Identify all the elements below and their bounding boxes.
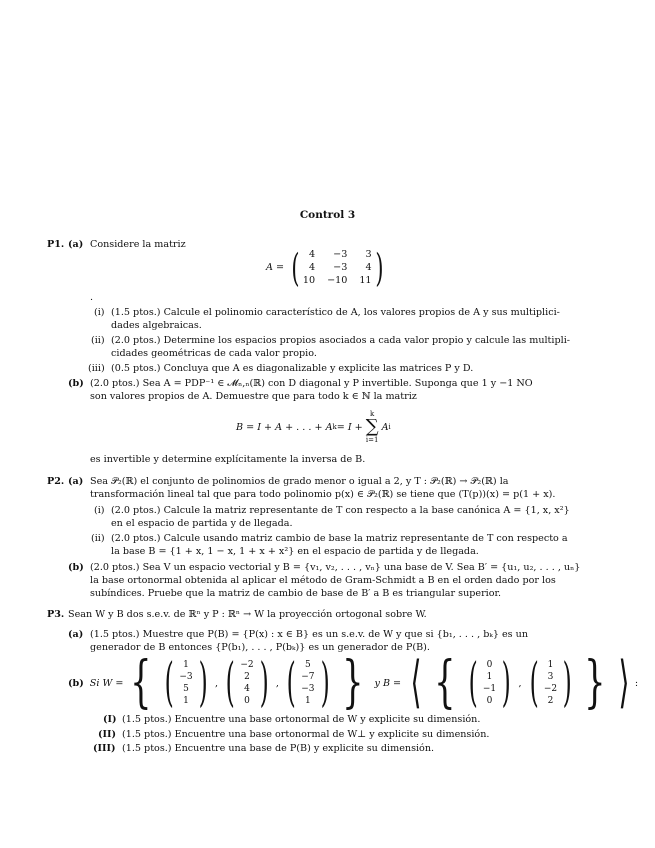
left-paren: ( xyxy=(291,245,300,290)
p1-a-intro: Considere la matriz xyxy=(90,239,186,250)
p3-b-statement xyxy=(68,650,639,715)
p1-a-label: (a) xyxy=(68,239,84,250)
vector-entry: 1 xyxy=(183,660,189,670)
vector-separator: , xyxy=(214,677,219,689)
vector-entry: 5 xyxy=(183,684,189,694)
vector-right-paren: ) xyxy=(501,653,511,713)
right-angle: ⟩ xyxy=(618,650,630,715)
p3-II-text: (1.5 ptos.) Encuentre una base ortonormal de W⊥ y explicite su dimensión. xyxy=(122,729,490,740)
vector-entry: 2 xyxy=(547,696,554,706)
right-brace-2: } xyxy=(584,650,606,715)
vector-left-paren: ( xyxy=(286,653,296,713)
p3-b-end: : xyxy=(634,677,639,689)
p1-iii-label: (iii) xyxy=(88,363,105,374)
vector-right-paren: ) xyxy=(198,653,208,713)
p1-ii-line2: cidades geométricas de cada valor propio. xyxy=(111,348,317,359)
p3-b-y: y B = xyxy=(374,677,402,689)
p1-b-label: (b) xyxy=(68,378,84,389)
p3-a-line1: (1.5 ptos.) Muestre que P(B) = {P(x) : x ∈ B} es un s.e.v. de W y que si {b₁, . . . , bₖ} es un xyxy=(90,629,528,640)
vector-right-paren: ) xyxy=(259,653,269,713)
vector-entries xyxy=(179,659,192,707)
p2-ii-label: (ii) xyxy=(91,533,105,544)
left-brace: { xyxy=(130,650,152,715)
vector-right-paren: ) xyxy=(562,653,572,713)
vector-entry: 2 xyxy=(244,672,250,682)
vector-entry: −2 xyxy=(240,660,254,670)
vector-entries xyxy=(483,659,496,707)
B-vectors xyxy=(463,653,578,713)
matrix-entry: −3 xyxy=(333,262,348,273)
vector-entry: 4 xyxy=(244,684,250,694)
vector-entry: −3 xyxy=(301,684,315,694)
column-vector xyxy=(524,653,578,713)
summation xyxy=(366,410,379,444)
p2-i-label: (i) xyxy=(94,505,105,516)
p1-b-line2: son valores propios de A. Demuestre que para todo k ∈ ℕ la matriz xyxy=(90,391,417,402)
page-title: Control 3 xyxy=(299,209,356,221)
p2-i-line1: (2.0 ptos.) Calcule la matriz representante de T con respecto a la base canónica A = {1, x, x²} xyxy=(111,505,570,516)
problem-3-label: P3. xyxy=(47,609,65,620)
column-vector xyxy=(463,653,517,713)
p2-b-line3: subíndices. Pruebe que la matriz de cambio de base de B′ a B es triangular superior. xyxy=(90,588,502,599)
vector-entry: −3 xyxy=(179,672,193,682)
p1-ii-line1: (2.0 ptos.) Determine los espacios propios asociados a cada valor propio y calcule las multipli- xyxy=(111,335,571,346)
vector-entries xyxy=(301,659,314,707)
vector-entry: −7 xyxy=(301,672,315,682)
problem-2-label: P2. xyxy=(47,476,65,487)
p2-a-line1: Sea 𝒫₂(ℝ) el conjunto de polinomios de grado menor o igual a 2, y T : 𝒫₂(ℝ) → 𝒫₂(ℝ) la xyxy=(90,476,509,487)
vector-entry: 0 xyxy=(486,696,493,706)
p1-i-line2: dades algebraicas. xyxy=(111,320,202,331)
p3-intro: Sean W y B dos s.e.v. de ℝⁿ y P : ℝⁿ → W la proyección ortogonal sobre W. xyxy=(68,609,427,620)
p3-b-si: Si W = xyxy=(89,677,124,689)
p2-b-line1: (2.0 ptos.) Sea V un espacio vectorial y B = {v₁, v₂, . . . , vₙ} una base de V. Sea B′ = {u₁, u₂, . . . , uₙ} xyxy=(90,562,581,573)
column-vector xyxy=(220,653,274,713)
p1-ii-label: (ii) xyxy=(91,335,105,346)
left-angle: ⟨ xyxy=(410,650,422,715)
left-brace-2: { xyxy=(434,650,456,715)
vector-entry: 0 xyxy=(244,696,250,706)
p1-i-label: (i) xyxy=(94,307,105,318)
matrix-A xyxy=(266,245,386,290)
vector-entry: 1 xyxy=(486,672,493,682)
p1-b-line1: (2.0 ptos.) Sea A = PDP⁻¹ ∈ 𝓜ₙ,ₙ(ℝ) con D diagonal y P invertible. Suponga que 1 y −1 NO xyxy=(90,378,533,389)
p2-ii-line1: (2.0 ptos.) Calcule usando matriz cambio de base la matriz representante de T con respecto a xyxy=(111,533,568,544)
column-vector xyxy=(281,653,335,713)
p2-ii-line2: la base B = {1 + x, 1 − x, 1 + x + x²} en el espacio de partida y de llegada. xyxy=(111,546,479,557)
p1-iii-line1: (0.5 ptos.) Concluya que A es diagonalizable y explicite las matrices P y D. xyxy=(111,363,474,374)
p3-III-text: (1.5 ptos.) Encuentre una base de P(B) y explicite su dimensión. xyxy=(122,743,435,754)
vector-right-paren: ) xyxy=(320,653,330,713)
vector-entry: 1 xyxy=(305,696,311,706)
matrix-entries xyxy=(303,248,372,287)
matrix-lhs: A = xyxy=(266,262,285,273)
p1-i-line1: (1.5 ptos.) Calcule el polinomio característico de A, los valores propios de A y sus multiplici- xyxy=(111,307,560,318)
vector-entry: 0 xyxy=(486,660,493,670)
matrix-entry: 10 xyxy=(302,275,316,286)
p1-b-line3: es invertible y determine explícitamente la inversa de B. xyxy=(90,454,366,465)
p3-I-label: (I) xyxy=(103,714,117,725)
p3-b-label: (b) xyxy=(68,677,84,689)
sum-top: k xyxy=(370,410,375,418)
vector-entry: 1 xyxy=(547,660,554,670)
matrix-entry: 4 xyxy=(308,249,316,260)
vector-entry: −1 xyxy=(482,684,497,694)
vector-entries xyxy=(544,659,557,707)
vector-left-paren: ( xyxy=(225,653,235,713)
p2-b-line2: la base ortonormal obtenida al aplicar el método de Gram-Schmidt a B en el orden dado por los xyxy=(90,575,556,586)
vector-separator: , xyxy=(518,677,522,689)
W-vectors xyxy=(159,653,335,713)
p2-i-line2: en el espacio de partida y de llegada. xyxy=(111,518,293,529)
p3-II-label: (II) xyxy=(98,729,117,740)
vector-entry: −2 xyxy=(543,684,558,694)
matrix-entry: 4 xyxy=(365,262,372,273)
p2-a-line2: transformación lineal tal que para todo polinomio p(x) ∈ 𝒫₂(ℝ) se tiene que (T(p))(x) = p(1 + x). xyxy=(90,489,556,500)
p3-I-text: (1.5 ptos.) Encuentre una base ortonormal de W y explicite su dimensión. xyxy=(122,714,481,725)
right-brace: } xyxy=(341,650,364,715)
vector-entry: 1 xyxy=(183,696,189,706)
vector-entry: 5 xyxy=(305,660,311,670)
right-paren: ) xyxy=(374,245,384,290)
vector-separator: , xyxy=(275,677,279,689)
vector-entries xyxy=(240,659,253,707)
vector-left-paren: ( xyxy=(468,653,478,713)
column-vector xyxy=(159,653,213,713)
sum-sigma: ∑ xyxy=(365,416,379,437)
matrix-entry: 11 xyxy=(359,275,372,286)
eq-mid: = I + xyxy=(336,421,363,433)
eq-right: A xyxy=(381,421,389,433)
matrix-entry: 3 xyxy=(365,249,372,260)
p3-a-line2: generador de B entonces {P(b₁), . . . , P(bₖ)} es un generador de P(B). xyxy=(90,642,430,653)
matrix-entry: −10 xyxy=(327,275,348,286)
sum-bottom: i=1 xyxy=(365,436,379,444)
vector-left-paren: ( xyxy=(529,653,539,713)
p1-dot: . xyxy=(90,292,94,303)
eq-left: B = I + A + . . . + A xyxy=(236,421,333,433)
matrix-entry: −3 xyxy=(333,249,348,260)
matrix-entry: 4 xyxy=(308,262,316,273)
problem-1-label: P1. xyxy=(47,239,65,250)
matrix-B-equation: B = I + A + . . . + A k = I + k ∑ i=1 A i xyxy=(236,410,391,444)
p3-III-label: (III) xyxy=(93,743,116,754)
p2-b-label: (b) xyxy=(68,562,84,573)
p3-a-label: (a) xyxy=(68,629,84,640)
vector-entry: 3 xyxy=(547,672,554,682)
p2-a-label: (a) xyxy=(68,476,84,487)
vector-left-paren: ( xyxy=(164,653,174,713)
